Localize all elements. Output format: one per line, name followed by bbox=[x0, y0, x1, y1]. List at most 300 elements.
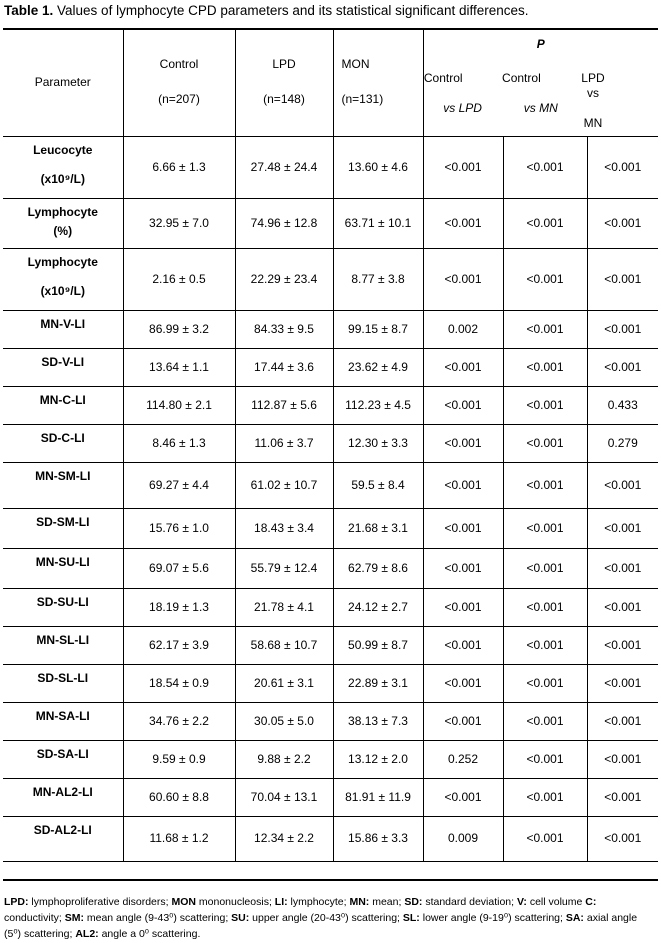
header-lpd-vs-mn-a: LPD vs bbox=[581, 71, 605, 100]
cell-value: 63.71 ± 10.1 bbox=[344, 215, 412, 230]
footnote-definition: upper angle (20-43⁰) scattering; bbox=[249, 912, 403, 924]
cell-lpd bbox=[235, 348, 333, 386]
cell-p-control-vs-mn bbox=[503, 588, 587, 626]
footnote-definition: mononucleosis; bbox=[195, 896, 275, 908]
cell-parameter bbox=[3, 248, 123, 310]
cell-value: <0.001 bbox=[526, 599, 564, 614]
cell-value: <0.001 bbox=[444, 637, 482, 652]
cell-value: 30.05 ± 5.0 bbox=[254, 713, 314, 728]
cell-lpd bbox=[235, 462, 333, 508]
cell-mon bbox=[333, 816, 423, 861]
cell-mon bbox=[333, 136, 423, 198]
cell-p-control-vs-lpd bbox=[423, 664, 503, 702]
cell-value: 69.07 ± 5.6 bbox=[149, 560, 209, 575]
cell-lpd bbox=[235, 136, 333, 198]
cell-value: <0.001 bbox=[526, 215, 564, 230]
cell-value: 9.59 ± 0.9 bbox=[152, 751, 206, 766]
cell-control bbox=[123, 462, 235, 508]
param-unit: (x10⁹/L) bbox=[40, 171, 85, 186]
cell-p-control-vs-mn bbox=[503, 136, 587, 198]
cell-lpd bbox=[235, 548, 333, 588]
cell-lpd bbox=[235, 740, 333, 778]
cell-value: 32.95 ± 7.0 bbox=[149, 215, 209, 230]
cell-value: 0.279 bbox=[607, 435, 638, 450]
cell-mon bbox=[333, 348, 423, 386]
cell-p-control-vs-lpd bbox=[423, 136, 503, 198]
table-row bbox=[3, 778, 658, 816]
cell-value: <0.001 bbox=[604, 675, 642, 690]
table-row bbox=[3, 702, 658, 740]
cell-value: <0.001 bbox=[604, 321, 642, 336]
footnote-term: MN: bbox=[349, 896, 370, 908]
cell-p-lpd-vs-mn bbox=[587, 136, 658, 198]
cell-value: 60.60 ± 8.8 bbox=[149, 789, 209, 804]
cell-mon bbox=[333, 740, 423, 778]
cell-value: 0.252 bbox=[447, 751, 479, 766]
cell-value: <0.001 bbox=[444, 477, 482, 492]
cell-value: <0.001 bbox=[526, 789, 564, 804]
table-row bbox=[3, 548, 658, 588]
cell-value: <0.001 bbox=[604, 215, 642, 230]
cell-parameter bbox=[3, 664, 123, 702]
cell-value: <0.001 bbox=[526, 675, 564, 690]
table-row bbox=[3, 424, 658, 462]
cell-mon bbox=[333, 778, 423, 816]
cell-value: 9.88 ± 2.2 bbox=[257, 751, 311, 766]
cell-value: <0.001 bbox=[604, 751, 642, 766]
footnote-definition: mean angle (9-43⁰) scattering; bbox=[83, 912, 232, 924]
cell-value: 70.04 ± 13.1 bbox=[250, 789, 318, 804]
footnote-definition: conductivity; bbox=[4, 912, 65, 924]
cell-value: 114.80 ± 2.1 bbox=[146, 397, 212, 412]
cell-value: <0.001 bbox=[526, 637, 564, 652]
table-row bbox=[3, 248, 658, 310]
cell-parameter bbox=[3, 778, 123, 816]
cell-control bbox=[123, 136, 235, 198]
cell-value: <0.001 bbox=[444, 675, 482, 690]
cell-p-lpd-vs-mn bbox=[587, 548, 658, 588]
cell-value: 62.17 ± 3.9 bbox=[149, 637, 209, 652]
cell-p-lpd-vs-mn bbox=[587, 702, 658, 740]
header-parameter-label: Parameter bbox=[34, 74, 91, 89]
cell-value: <0.001 bbox=[526, 520, 564, 535]
cell-value: <0.001 bbox=[444, 359, 482, 374]
cell-value: <0.001 bbox=[604, 560, 642, 575]
cell-value: 8.46 ± 1.3 bbox=[152, 435, 206, 450]
cell-value: <0.001 bbox=[444, 789, 482, 804]
cell-mon bbox=[333, 386, 423, 424]
cell-value: 21.68 ± 3.1 bbox=[348, 520, 408, 535]
footnote-term: MON bbox=[171, 896, 196, 908]
cell-p-control-vs-lpd bbox=[423, 348, 503, 386]
footnote-definition: standard deviation; bbox=[422, 896, 517, 908]
cell-p-control-vs-lpd bbox=[423, 626, 503, 664]
cell-parameter bbox=[3, 136, 123, 198]
header-lpd-label: LPD bbox=[272, 57, 296, 72]
cell-p-control-vs-mn bbox=[503, 508, 587, 548]
header-c-vs-mn-b: vs MN bbox=[523, 101, 558, 115]
header-p: P bbox=[536, 37, 545, 51]
cell-parameter bbox=[3, 348, 123, 386]
cell-lpd bbox=[235, 248, 333, 310]
table-row bbox=[3, 386, 658, 424]
cell-value: 23.62 ± 4.9 bbox=[348, 359, 408, 374]
footnote-definition: angle a 0⁰ scattering. bbox=[98, 928, 201, 940]
cell-p-control-vs-lpd bbox=[423, 702, 503, 740]
cell-p-lpd-vs-mn bbox=[587, 626, 658, 664]
cell-lpd bbox=[235, 508, 333, 548]
cell-p-control-vs-lpd bbox=[423, 462, 503, 508]
cell-parameter bbox=[3, 508, 123, 548]
cell-p-lpd-vs-mn bbox=[587, 248, 658, 310]
param-name: MN-SU-LI bbox=[35, 554, 90, 569]
cell-value: 99.15 ± 8.7 bbox=[348, 321, 408, 336]
cell-value: 0.009 bbox=[447, 831, 479, 845]
bottom-rule bbox=[3, 879, 658, 881]
cell-p-control-vs-lpd bbox=[423, 778, 503, 816]
param-name: MN-SA-LI bbox=[35, 708, 90, 723]
header-lpd-n: (n=148) bbox=[263, 92, 305, 107]
cell-value: 15.76 ± 1.0 bbox=[149, 520, 209, 535]
cell-value: <0.001 bbox=[444, 159, 482, 174]
param-name: MN-SM-LI bbox=[35, 468, 91, 483]
cell-value: 61.02 ± 10.7 bbox=[250, 477, 318, 492]
cell-p-control-vs-mn bbox=[503, 626, 587, 664]
cell-value: 11.68 ± 1.2 bbox=[149, 831, 209, 845]
cell-p-lpd-vs-mn bbox=[587, 386, 658, 424]
cell-value: <0.001 bbox=[526, 271, 564, 286]
param-name: SD-SM-LI bbox=[36, 514, 90, 529]
table-row bbox=[3, 740, 658, 778]
cell-value: 13.64 ± 1.1 bbox=[149, 359, 209, 374]
cell-value: 50.99 ± 8.7 bbox=[348, 637, 408, 652]
header-mon bbox=[333, 29, 423, 136]
table-row bbox=[3, 626, 658, 664]
cell-value: 38.13 ± 7.3 bbox=[348, 713, 408, 728]
cell-value: 18.19 ± 1.3 bbox=[149, 599, 209, 614]
cell-parameter bbox=[3, 548, 123, 588]
cell-value: <0.001 bbox=[604, 713, 642, 728]
header-c-vs-lpd bbox=[424, 71, 501, 131]
cell-p-control-vs-mn bbox=[503, 386, 587, 424]
cell-value: <0.001 bbox=[526, 560, 564, 575]
header-parameter bbox=[3, 29, 123, 136]
footnote-term: C: bbox=[585, 896, 597, 908]
footnote-definition: cell volume bbox=[526, 896, 586, 908]
cell-p-lpd-vs-mn bbox=[587, 816, 658, 861]
cell-value: 81.91 ± 11.9 bbox=[345, 789, 411, 804]
table-row bbox=[3, 664, 658, 702]
header-mon-n: (n=131) bbox=[341, 92, 384, 107]
param-name: SD-SL-LI bbox=[37, 670, 89, 685]
cell-value: 21.78 ± 4.1 bbox=[254, 599, 314, 614]
cell-value: 0.433 bbox=[607, 397, 638, 412]
data-table bbox=[3, 29, 658, 862]
cell-p-lpd-vs-mn bbox=[587, 508, 658, 548]
cell-lpd bbox=[235, 588, 333, 626]
footnote-term: AL2: bbox=[75, 928, 99, 940]
cell-value: 34.76 ± 2.2 bbox=[149, 713, 209, 728]
cell-parameter bbox=[3, 626, 123, 664]
cell-control bbox=[123, 424, 235, 462]
header-c-vs-mn-a: Control bbox=[502, 71, 541, 85]
header-lpd bbox=[235, 29, 333, 136]
param-name: Leucocyte bbox=[33, 142, 93, 157]
cell-value: 22.29 ± 23.4 bbox=[250, 271, 318, 286]
cell-value: <0.001 bbox=[526, 159, 564, 174]
cell-parameter bbox=[3, 816, 123, 861]
cell-value: 11.06 ± 3.7 bbox=[254, 435, 314, 450]
footnote-term: SL: bbox=[402, 912, 420, 924]
cell-control bbox=[123, 778, 235, 816]
cell-value: 27.48 ± 24.4 bbox=[250, 159, 318, 174]
header-control bbox=[123, 29, 235, 136]
cell-value: <0.001 bbox=[444, 435, 482, 450]
header-lpd-vs-mn bbox=[580, 71, 657, 131]
cell-control bbox=[123, 548, 235, 588]
header-p-subheads bbox=[424, 71, 659, 131]
cell-value: 55.79 ± 12.4 bbox=[250, 560, 318, 575]
cell-value: 86.99 ± 3.2 bbox=[149, 321, 209, 336]
cell-value: 24.12 ± 2.7 bbox=[348, 599, 408, 614]
cell-value: <0.001 bbox=[526, 751, 564, 766]
cell-value: 13.12 ± 2.0 bbox=[348, 751, 408, 766]
param-name: MN-AL2-LI bbox=[32, 784, 93, 799]
cell-parameter bbox=[3, 386, 123, 424]
cell-mon bbox=[333, 248, 423, 310]
cell-p-lpd-vs-mn bbox=[587, 424, 658, 462]
cell-value: <0.001 bbox=[526, 831, 564, 845]
cell-p-lpd-vs-mn bbox=[587, 588, 658, 626]
cell-value: <0.001 bbox=[526, 477, 564, 492]
param-name: MN-SL-LI bbox=[36, 632, 90, 647]
cell-control bbox=[123, 310, 235, 348]
cell-lpd bbox=[235, 310, 333, 348]
cell-mon bbox=[333, 462, 423, 508]
cell-value: <0.001 bbox=[604, 271, 642, 286]
cell-lpd bbox=[235, 664, 333, 702]
cell-lpd bbox=[235, 386, 333, 424]
cell-parameter bbox=[3, 588, 123, 626]
cell-parameter bbox=[3, 462, 123, 508]
cell-control bbox=[123, 702, 235, 740]
header-p-group bbox=[423, 29, 658, 136]
footnote-term: SU: bbox=[231, 912, 250, 924]
cell-value: <0.001 bbox=[604, 789, 642, 804]
cell-value: 74.96 ± 12.8 bbox=[250, 215, 318, 230]
table-caption bbox=[4, 3, 529, 18]
cell-p-control-vs-mn bbox=[503, 248, 587, 310]
cell-p-lpd-vs-mn bbox=[587, 462, 658, 508]
footnote bbox=[4, 894, 656, 942]
cell-p-lpd-vs-mn bbox=[587, 198, 658, 248]
cell-value: 22.89 ± 3.1 bbox=[348, 675, 408, 690]
cell-value: <0.001 bbox=[604, 637, 642, 652]
cell-p-control-vs-lpd bbox=[423, 816, 503, 861]
cell-control bbox=[123, 816, 235, 861]
cell-mon bbox=[333, 626, 423, 664]
param-name: Lymphocyte bbox=[27, 254, 98, 269]
cell-control bbox=[123, 626, 235, 664]
cell-control bbox=[123, 386, 235, 424]
cell-p-control-vs-mn bbox=[503, 816, 587, 861]
header-c-vs-lpd-b: vs LPD bbox=[443, 101, 482, 115]
cell-mon bbox=[333, 588, 423, 626]
cell-value: <0.001 bbox=[604, 359, 642, 374]
cell-p-lpd-vs-mn bbox=[587, 740, 658, 778]
table-row bbox=[3, 462, 658, 508]
cell-lpd bbox=[235, 816, 333, 861]
footnote-definition: lymphocyte; bbox=[287, 896, 350, 908]
cell-value: <0.001 bbox=[526, 713, 564, 728]
cell-value: <0.001 bbox=[444, 520, 482, 535]
cell-p-control-vs-lpd bbox=[423, 386, 503, 424]
param-name: SD-SU-LI bbox=[36, 594, 89, 609]
footnote-term: SA: bbox=[565, 912, 584, 924]
cell-p-control-vs-mn bbox=[503, 424, 587, 462]
cell-p-control-vs-mn bbox=[503, 348, 587, 386]
cell-mon bbox=[333, 664, 423, 702]
cell-p-control-vs-lpd bbox=[423, 588, 503, 626]
cell-value: 6.66 ± 1.3 bbox=[152, 159, 206, 174]
table-row bbox=[3, 508, 658, 548]
cell-value: <0.001 bbox=[604, 831, 642, 845]
table-row bbox=[3, 816, 658, 861]
cell-parameter bbox=[3, 424, 123, 462]
cell-mon bbox=[333, 424, 423, 462]
param-name: SD-AL2-LI bbox=[33, 822, 92, 837]
table-row bbox=[3, 198, 658, 248]
table-row bbox=[3, 136, 658, 198]
caption-text: Values of lymphocyte CPD parameters and its statistical significant differences. bbox=[53, 3, 529, 18]
cell-value: 84.33 ± 9.5 bbox=[254, 321, 314, 336]
table-row bbox=[3, 588, 658, 626]
param-name: Lymphocyte bbox=[27, 204, 98, 219]
cell-mon bbox=[333, 548, 423, 588]
header-control-label: Control bbox=[159, 57, 199, 72]
footnote-term: LI: bbox=[274, 896, 288, 908]
cell-parameter bbox=[3, 198, 123, 248]
footnote-definition: lower angle (9-19⁰) scattering; bbox=[419, 912, 566, 924]
cell-value: <0.001 bbox=[604, 599, 642, 614]
footnote-term: SM: bbox=[64, 912, 84, 924]
cell-value: <0.001 bbox=[526, 435, 564, 450]
cell-p-control-vs-mn bbox=[503, 310, 587, 348]
cell-value: <0.001 bbox=[604, 477, 642, 492]
cell-value: <0.001 bbox=[444, 713, 482, 728]
cell-parameter bbox=[3, 310, 123, 348]
footnote-definition: axial angle (5⁰) scattering; bbox=[4, 912, 638, 940]
cell-p-control-vs-lpd bbox=[423, 248, 503, 310]
cell-p-control-vs-lpd bbox=[423, 198, 503, 248]
cell-value: 8.77 ± 3.8 bbox=[351, 271, 405, 286]
cell-control bbox=[123, 348, 235, 386]
cell-p-control-vs-mn bbox=[503, 664, 587, 702]
caption-label: Table 1. bbox=[4, 3, 54, 18]
header-row bbox=[3, 29, 658, 136]
cell-mon bbox=[333, 198, 423, 248]
cell-value: 18.54 ± 0.9 bbox=[149, 675, 209, 690]
header-c-vs-lpd-a: Control bbox=[423, 71, 463, 85]
cell-value: <0.001 bbox=[444, 215, 482, 230]
cell-parameter bbox=[3, 740, 123, 778]
cell-value: 12.30 ± 3.3 bbox=[348, 435, 408, 450]
cell-value: <0.001 bbox=[604, 159, 642, 174]
cell-value: 13.60 ± 4.6 bbox=[348, 159, 408, 174]
cell-value: <0.001 bbox=[526, 397, 564, 412]
cell-value: 62.79 ± 8.6 bbox=[348, 560, 408, 575]
cell-mon bbox=[333, 310, 423, 348]
cell-p-control-vs-mn bbox=[503, 548, 587, 588]
cell-mon bbox=[333, 508, 423, 548]
table-row bbox=[3, 310, 658, 348]
table-row bbox=[3, 348, 658, 386]
cell-control bbox=[123, 198, 235, 248]
param-name: MN-V-LI bbox=[40, 316, 86, 331]
cell-p-control-vs-lpd bbox=[423, 548, 503, 588]
cell-mon bbox=[333, 702, 423, 740]
footnote-term: LPD: bbox=[4, 896, 29, 908]
cell-value: 15.86 ± 3.3 bbox=[348, 831, 408, 845]
cell-value: 0.002 bbox=[447, 321, 479, 336]
cell-value: 12.34 ± 2.2 bbox=[254, 831, 314, 845]
cell-lpd bbox=[235, 702, 333, 740]
footnote-definition: mean; bbox=[369, 896, 405, 908]
footnote-term: V: bbox=[516, 896, 527, 908]
cell-value: <0.001 bbox=[444, 560, 482, 575]
param-name: SD-C-LI bbox=[40, 430, 85, 445]
footnote-term: SD: bbox=[404, 896, 423, 908]
cell-value: <0.001 bbox=[444, 397, 482, 412]
header-c-vs-mn bbox=[502, 71, 579, 131]
cell-value: <0.001 bbox=[526, 359, 564, 374]
cell-p-control-vs-mn bbox=[503, 462, 587, 508]
cell-p-control-vs-lpd bbox=[423, 310, 503, 348]
cell-p-control-vs-mn bbox=[503, 198, 587, 248]
header-lpd-vs-mn-b: MN bbox=[583, 116, 603, 130]
cell-value: 18.43 ± 3.4 bbox=[254, 520, 314, 535]
header-mon-label: MON bbox=[341, 57, 370, 72]
cell-value: <0.001 bbox=[526, 321, 564, 336]
cell-control bbox=[123, 664, 235, 702]
cell-value: <0.001 bbox=[444, 271, 482, 286]
cell-value: <0.001 bbox=[444, 599, 482, 614]
cell-p-control-vs-lpd bbox=[423, 508, 503, 548]
cell-p-lpd-vs-mn bbox=[587, 310, 658, 348]
param-name: SD-SA-LI bbox=[36, 746, 89, 761]
header-control-n: (n=207) bbox=[158, 92, 200, 107]
param-unit: (%) bbox=[53, 223, 73, 238]
cell-p-lpd-vs-mn bbox=[587, 348, 658, 386]
cell-value: <0.001 bbox=[604, 520, 642, 535]
cell-lpd bbox=[235, 424, 333, 462]
cell-control bbox=[123, 740, 235, 778]
cell-value: 2.16 ± 0.5 bbox=[152, 271, 206, 286]
param-name: SD-V-LI bbox=[41, 354, 85, 369]
cell-p-lpd-vs-mn bbox=[587, 664, 658, 702]
cell-parameter bbox=[3, 702, 123, 740]
cell-p-control-vs-lpd bbox=[423, 740, 503, 778]
cell-control bbox=[123, 588, 235, 626]
cell-p-control-vs-lpd bbox=[423, 424, 503, 462]
param-name: MN-C-LI bbox=[39, 392, 86, 407]
cell-value: 20.61 ± 3.1 bbox=[254, 675, 314, 690]
cell-p-control-vs-mn bbox=[503, 778, 587, 816]
cell-lpd bbox=[235, 198, 333, 248]
cell-lpd bbox=[235, 626, 333, 664]
cell-control bbox=[123, 508, 235, 548]
cell-value: 112.23 ± 4.5 bbox=[345, 397, 411, 412]
